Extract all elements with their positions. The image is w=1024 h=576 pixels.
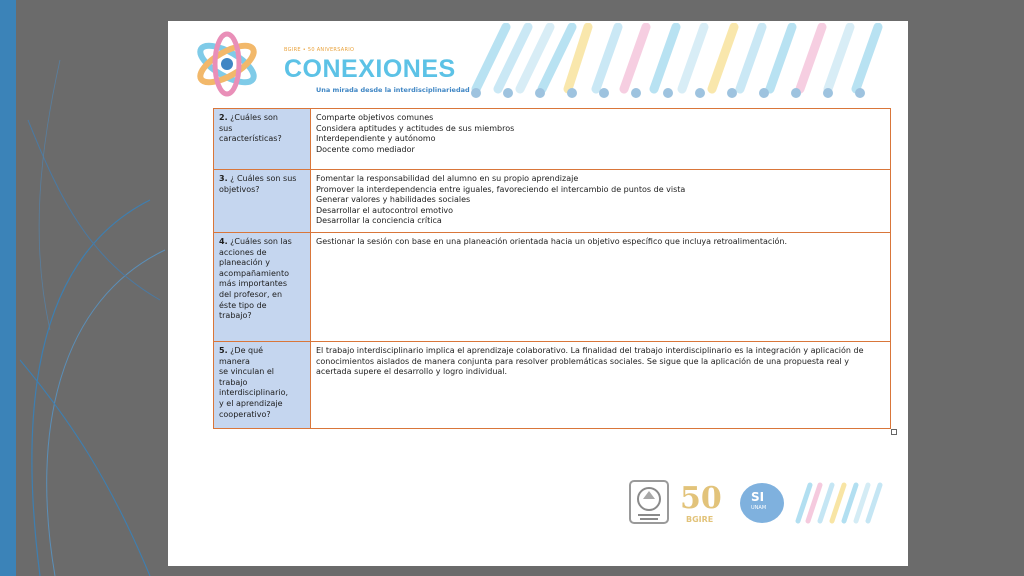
- question-cell: [214, 170, 311, 233]
- question-number: 3.: [219, 174, 228, 183]
- answer-line: Desarrollar la conciencia crítica: [316, 216, 442, 226]
- answer-line: Generar valores y habilidades sociales: [316, 195, 471, 205]
- footer-logos: [628, 479, 888, 529]
- answer-line: Desarrollar el autocontrol emotivo: [316, 205, 454, 215]
- si-subtitle: UNAM: [751, 505, 767, 511]
- question-cell: [214, 342, 311, 429]
- fifty-number: 50: [680, 481, 722, 516]
- si-text: SI: [751, 490, 765, 504]
- question-text: ¿ Cuáles son sus objetivos?: [219, 174, 297, 194]
- answer-line: Considera aptitudes y actitudes de sus miembros: [316, 123, 515, 133]
- logo-small-text: BGIRE • 50 ANIVERSARIO: [284, 47, 355, 53]
- answer-line: Gestionar la sesión con base en una planeación orientada hacia un objetivo específico que incluya retroalimentación.: [316, 237, 788, 246]
- answer-line: Docente como mediador: [316, 144, 415, 154]
- slide: [168, 21, 908, 566]
- questions-table: [213, 108, 891, 429]
- answer-line: Promover la interdependencia entre iguales, favoreciendo el intercambio de puntos de vista: [316, 184, 686, 194]
- si-unam-logo: [740, 483, 784, 523]
- question-text: ¿De qué manera se vinculan el trabajo interdisciplinario, y el aprendizaje cooperativo?: [219, 346, 289, 419]
- table-row: [214, 233, 891, 342]
- question-number: 2.: [219, 113, 228, 122]
- logo-title: CONEXIONES: [284, 55, 456, 83]
- answer-line: Fomentar la responsabilidad del alumno en su propio aprendizaje: [316, 174, 579, 183]
- table-row: [214, 342, 891, 429]
- question-number: 5.: [219, 346, 228, 355]
- question-text: ¿Cuáles son las acciones de planeación y acompañamiento más importantes del profesor, en éste tipo de trabajo?: [219, 237, 292, 321]
- decorative-stripes: [468, 23, 888, 103]
- table-row: [214, 170, 891, 233]
- table-row: [214, 109, 891, 170]
- conexiones-logo-mark: [192, 29, 262, 99]
- answer-cell: [311, 109, 891, 170]
- question-number: 4.: [219, 237, 228, 246]
- conexiones-logo: [192, 29, 470, 107]
- answer-line: Interdependiente y autónomo: [316, 134, 436, 144]
- table-resize-handle[interactable]: [891, 429, 897, 435]
- question-cell: [214, 233, 311, 342]
- mini-stripes-logo: [794, 481, 884, 525]
- answer-line: El trabajo interdisciplinario implica el aprendizaje colaborativo. La finalidad del trabajo interdisciplinario es la integración y aplicación de conocimientos aislados de manera conjunta para resolver problemáticas sociales. Se sigue que la aplicación de una propuesta real y acertada supere el desarrollo y logro individual.: [316, 346, 864, 377]
- logo-tagline: Una mirada desde la interdisciplinariedad: [316, 86, 470, 94]
- question-cell: [214, 109, 311, 170]
- answer-line: Comparte objetivos comunes: [316, 113, 434, 122]
- decorative-swirl: [0, 0, 170, 576]
- unam-seal-icon: [628, 479, 670, 525]
- answer-cell: [311, 170, 891, 233]
- fifty-years-logo: [680, 481, 730, 525]
- question-text: ¿Cuáles son sus características?: [219, 113, 282, 144]
- answer-cell: [311, 233, 891, 342]
- fifty-subtitle: BGIRE: [686, 515, 714, 524]
- answer-cell: [311, 342, 891, 429]
